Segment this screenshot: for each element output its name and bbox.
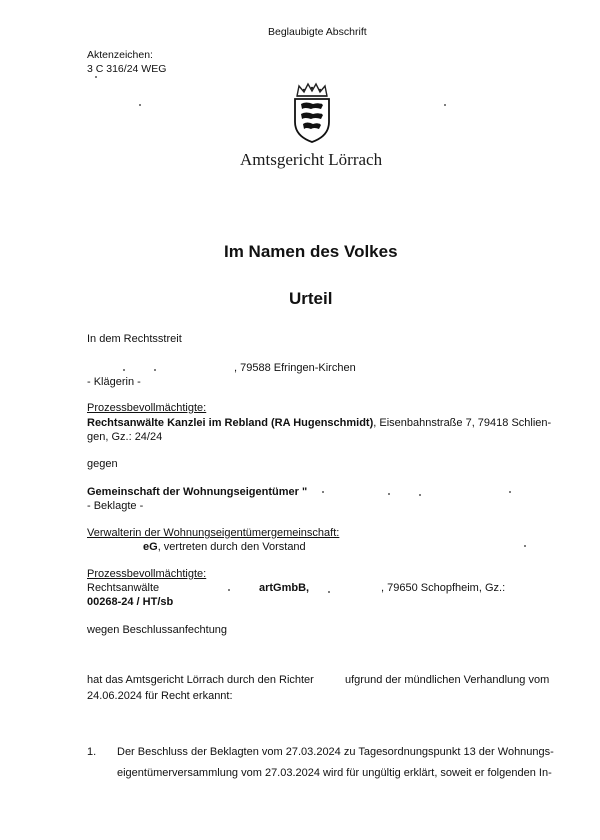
scan-speck — [322, 491, 324, 493]
scan-speck — [123, 369, 125, 371]
scan-speck — [444, 104, 446, 106]
item-number: 1. — [87, 746, 97, 758]
scan-speck — [228, 589, 230, 591]
scan-speck — [328, 591, 330, 593]
defendant-counsel-firm-b: artGmbB, — [259, 582, 310, 594]
defendant-role: - Beklagte - — [87, 500, 144, 512]
defendant-counsel-ref: 00268-24 / HT/sb — [87, 596, 174, 608]
defendant-counsel-label: Prozessbevollmächtigte: — [87, 568, 207, 580]
file-reference-label: Aktenzeichen: — [87, 49, 153, 61]
versus-text: gegen — [87, 458, 118, 470]
scan-speck — [419, 494, 421, 496]
plaintiff-role: - Klägerin - — [87, 376, 141, 388]
defendant-name: Gemeinschaft der Wohnungseigentümer " — [87, 486, 308, 498]
scan-speck — [139, 104, 141, 106]
certified-copy-label: Beglaubigte Abschrift — [268, 26, 367, 38]
item1-line1: Der Beschluss der Beklagten vom 27.03.2024 zu Tagesordnungspunkt 13 der Wohnungs- — [117, 746, 554, 758]
administrator-text — [143, 541, 306, 553]
plaintiff-address: , 79588 Efringen-Kirchen — [234, 362, 356, 374]
item1-line2: eigentümerversammlung vom 27.03.2024 wird für ungültig erklärt, soweit er folgenden In- — [117, 767, 552, 779]
baden-wuerttemberg-coat-of-arms-icon — [291, 82, 333, 144]
plaintiff-counsel-line2: gen, Gz.: 24/24 — [87, 431, 163, 443]
court-name: Amtsgericht Lörrach — [240, 150, 383, 169]
defendant-counsel-address: , 79650 Schopfheim, Gz.: — [381, 582, 506, 594]
defendant-counsel-firm-a: Rechtsanwälte — [87, 582, 160, 594]
counsel-label: Prozessbevollmächtigte: — [87, 402, 207, 414]
administrator-name: eG — [143, 541, 158, 553]
ruling-line1-part1: hat das Amtsgericht Lörrach durch den Richter — [87, 674, 314, 686]
administrator-label: Verwalterin der Wohnungseigentümergemeinschaft: — [87, 527, 340, 539]
heading-judgment: Urteil — [289, 289, 333, 308]
scan-speck — [95, 76, 97, 78]
scan-speck — [388, 493, 390, 495]
plaintiff-counsel-firm: Rechtsanwälte Kanzlei im Rebland (RA Hugenschmidt) — [87, 417, 374, 429]
scan-speck — [509, 491, 511, 493]
administrator-representation: , vertreten durch den Vorstand — [157, 541, 306, 553]
scan-speck — [154, 369, 156, 371]
ruling-line2: 24.06.2024 für Recht erkannt: — [87, 690, 233, 702]
subject-text: wegen Beschlussanfechtung — [87, 624, 228, 636]
file-reference: 3 C 316/24 WEG — [87, 63, 167, 75]
ruling-line1-part2: ufgrund der mündlichen Verhandlung vom — [345, 674, 550, 686]
plaintiff-counsel-line1 — [87, 417, 551, 429]
heading-in-the-name-of-the-people: Im Namen des Volkes — [224, 242, 398, 261]
intro-text: In dem Rechtsstreit — [87, 333, 182, 345]
scan-speck — [524, 545, 526, 547]
plaintiff-counsel-address: , Eisenbahnstraße 7, 79418 Schlien- — [373, 417, 552, 429]
